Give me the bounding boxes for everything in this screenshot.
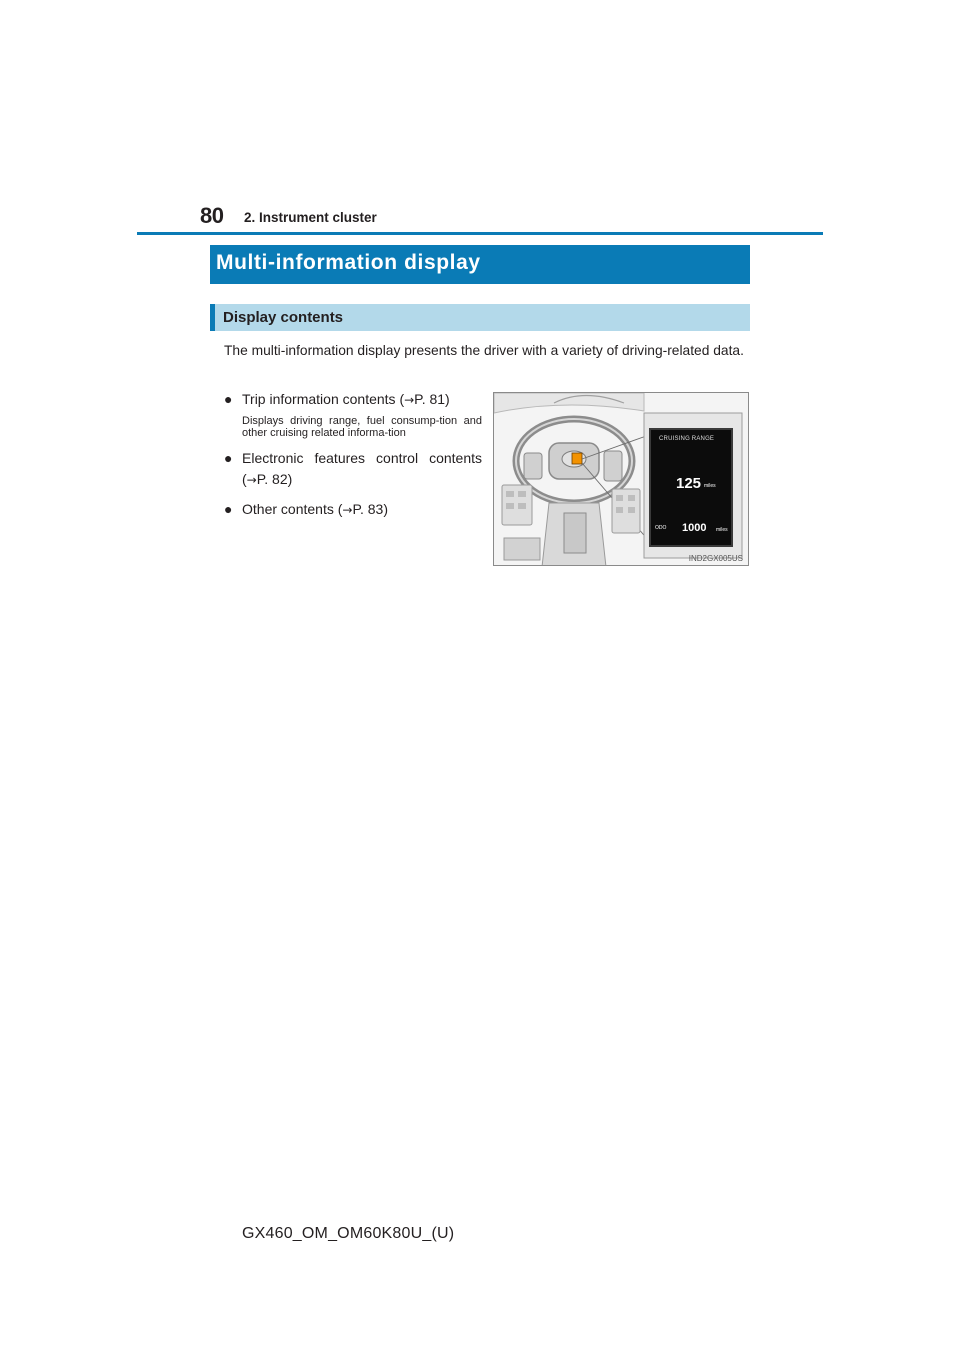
bullet-icon: ● <box>224 391 233 407</box>
list-item-electronic-features <box>224 448 482 491</box>
odo-label: ODO <box>655 525 667 531</box>
page-number: 80 <box>200 203 224 228</box>
list-item-note <box>224 415 482 439</box>
odo-value: 1000 <box>682 522 707 534</box>
multi-information-screen <box>649 428 733 547</box>
section-title: Multi-information display <box>216 251 481 274</box>
page-reference-link[interactable]: P. 81) <box>414 391 450 407</box>
range-value: 125 <box>676 475 702 492</box>
screen-label: CRUISING RANGE <box>659 436 715 442</box>
bullet-icon: ● <box>224 501 233 517</box>
contents-list <box>224 389 482 521</box>
list-item-label: Trip information contents ( <box>242 391 405 407</box>
range-unit: miles <box>704 483 716 489</box>
list-item-trip-information <box>224 389 482 411</box>
list-item-other-contents <box>224 499 482 521</box>
odo-unit: miles <box>716 527 728 533</box>
subsection-header-bar <box>210 304 750 331</box>
trip-info-note: Displays driving range, fuel consump-tion and other cruising related informa-tion <box>242 415 482 439</box>
section-header-bar <box>210 245 750 284</box>
page-reference-link[interactable]: P. 83) <box>352 501 388 517</box>
page-reference-link[interactable]: P. 82) <box>256 471 293 487</box>
figure-code: IND2GX005US <box>688 554 743 563</box>
arrow-icon: → <box>404 393 415 407</box>
list-item-label: Other contents ( <box>242 501 343 517</box>
subsection-title: Display contents <box>223 309 344 326</box>
bullet-icon: ● <box>224 450 233 466</box>
arrow-icon: → <box>246 473 257 487</box>
arrow-icon: → <box>342 503 353 517</box>
header-rule <box>137 232 823 235</box>
document-code: GX460_OM_OM60K80U_(U) <box>242 1225 455 1242</box>
list-item-label: Electronic features control contents ( <box>242 450 482 487</box>
intro-paragraph: The multi-information display presents the driver with a variety of driving-related data. <box>224 343 744 358</box>
dashboard-illustration <box>493 392 749 566</box>
chapter-title: 2. Instrument cluster <box>244 210 377 225</box>
subsection-accent <box>210 304 215 331</box>
